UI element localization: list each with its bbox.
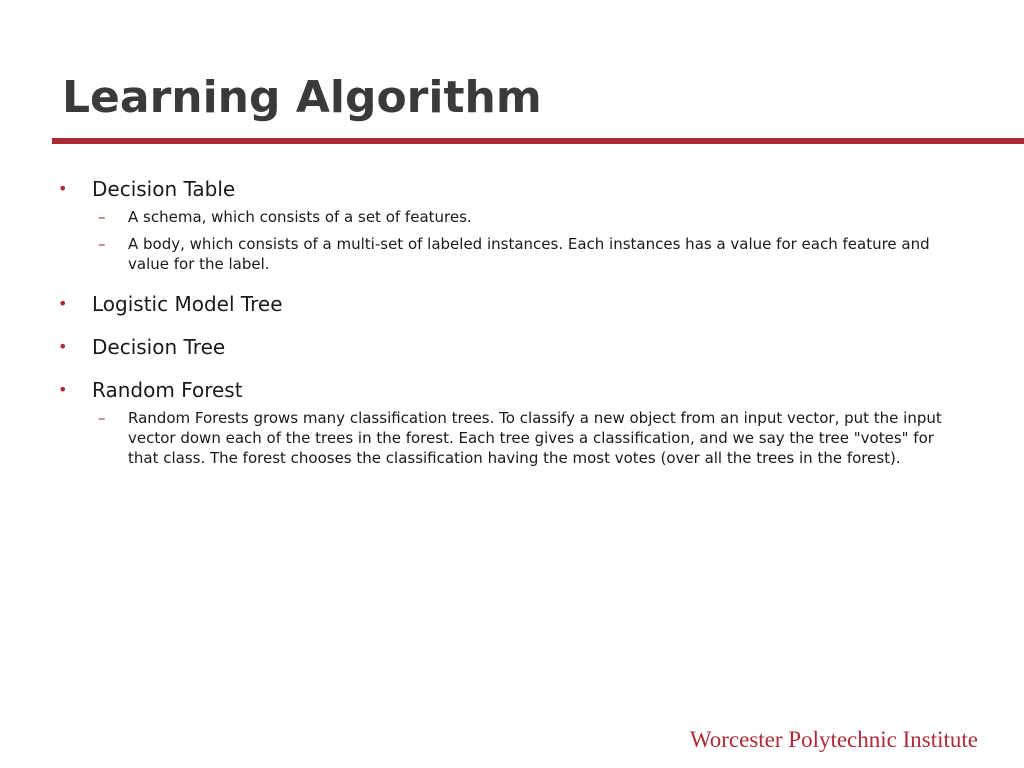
bullet-text: Logistic Model Tree [92,292,283,316]
bullet-list [0,176,1024,485]
sub-marker: – [98,409,106,427]
bullet-item [58,291,952,317]
bullet-item [58,334,952,360]
bullet-marker: • [58,294,68,313]
sub-marker: – [98,208,106,226]
bullet-text: Decision Tree [92,335,226,359]
sub-item [98,207,948,227]
bullet-marker: • [58,179,68,198]
sub-item [98,408,948,468]
sub-text: A schema, which consists of a set of features. [128,208,472,226]
sub-marker: – [98,235,106,253]
slide-title: Learning Algorithm [62,72,542,123]
bullet-marker: • [58,337,68,356]
sub-list [92,207,952,274]
sub-list [92,408,952,468]
bullet-item [58,176,952,274]
footer-institution: Worcester Polytechnic Institute [689,727,978,752]
bullet-item [58,377,952,468]
sub-item [98,234,948,274]
bullet-text: Decision Table [92,177,236,201]
bullet-text: Random Forest [92,378,243,402]
title-divider [52,138,1024,144]
bullet-marker: • [58,380,68,399]
sub-text: Random Forests grows many classification trees. To classify a new object from an input vector, put the input vector down each of the trees in the forest. Each tree gives a classification, and we say the tree "votes" for that class. The forest chooses the classification having the most votes (over all the trees in the forest). [128,409,942,467]
sub-text: A body, which consists of a multi-set of labeled instances. Each instances has a value for each feature and value for the label. [128,235,930,273]
